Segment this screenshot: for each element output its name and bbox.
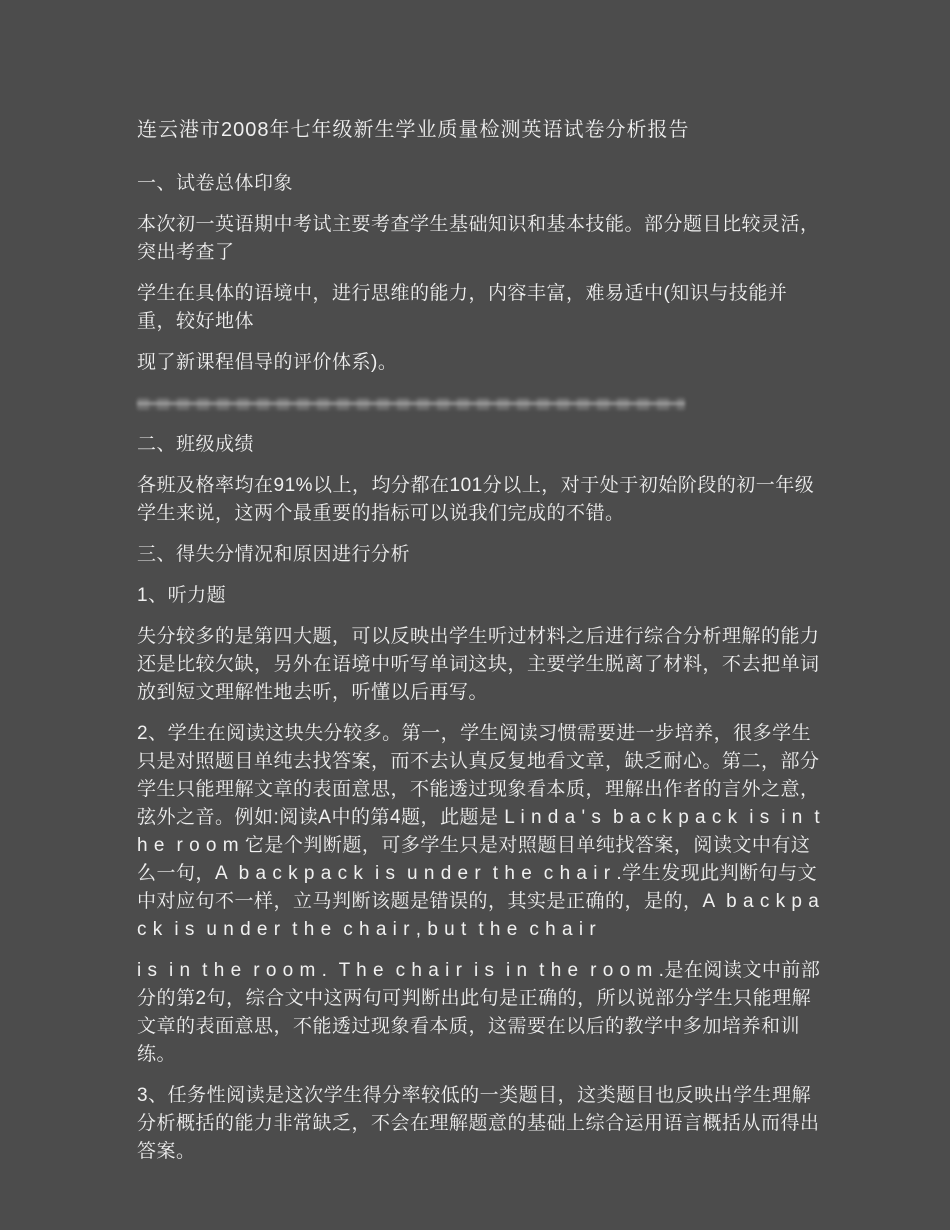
paragraph-overall-impression-1: 本次初一英语期中考试主要考查学生基础知识和基本技能。部分题目比较灵活，突出考查了 (137, 214, 820, 263)
section-heading-overall-impression: 一、试卷总体印象 (137, 173, 294, 194)
document-title: 连云港市2008年七年级新生学业质量检测英语试卷分析报告 (137, 119, 690, 141)
blurred-strikethrough-bar (137, 398, 685, 410)
paragraph-overall-impression-2: 学生在具体的语境中，进行思维的能力，内容丰富，难易适中(知识与技能并重，较好地体 (137, 283, 788, 332)
section-heading-score-analysis: 三、得失分情况和原因进行分析 (137, 544, 411, 565)
paragraph-task-reading-analysis: 3、任务性阅读是这次学生得分率较低的一类题目，这类题目也反映出学生理解分析概括的能力非常缺乏，不会在理解题意的基础上综合运用语言概括从而得出答案。 (137, 1085, 820, 1162)
section-heading-class-results: 二、班级成绩 (137, 434, 255, 455)
subheading-listening: 1、听力题 (137, 585, 227, 606)
paragraph-listening-analysis: 失分较多的是第四大题，可以反映出学生听过材料之后进行综合分析理解的能力还是比较欠缺，另外在语境中听写单词这块，主要学生脱离了材料，不去把单词放到短文理解性地去听，听懂以后再写。 (137, 626, 820, 703)
redacted-text-line (137, 390, 824, 418)
paragraph-reading-analysis-continued: i s i n t h e r o o m . T h e c h a i r i s i n t h e r o o m .是在阅读文中前部分的第2句，综合文中这两句可判断出此句是正确的，所以说部分学生只能理解文章的表面意思，不能透过现象看本质，这需要在以后的教学中多加培养和训练。 (137, 960, 821, 1065)
paragraph-overall-impression-3: 现了新课程倡导的评价体系)。 (137, 352, 398, 373)
paragraph-class-results: 各班及格率均在91%以上，均分都在101分以上，对于处于初始阶段的初一年级学生来说，这两个最重要的指标可以说我们完成的不错。 (137, 475, 815, 524)
paragraph-reading-analysis: 2、学生在阅读这块失分较多。第一，学生阅读习惯需要进一步培养，很多学生只是对照题目单纯去找答案，而不去认真反复地看文章，缺乏耐心。第二，部分学生只能理解文章的表面意思，不能透过现象看本质，理解出作者的言外之意，弦外之音。例如:阅读A中的第4题，此题是 L i n d a ' s b a c k p a c k i s i n t h e r o o m 它是个判断题，可多学生只是对照题目单纯找答案，阅读文中有这么一句，A b a c k p a c k i s u n d e r t h e c h a i r .学生发现此判断句与文中对应句不一样，立马判断该题是错误的，其实是正确的，是的，A b a c k p a c k i s u n d e r t h e c h a i r , b u t t h e c h a i r (137, 723, 826, 940)
